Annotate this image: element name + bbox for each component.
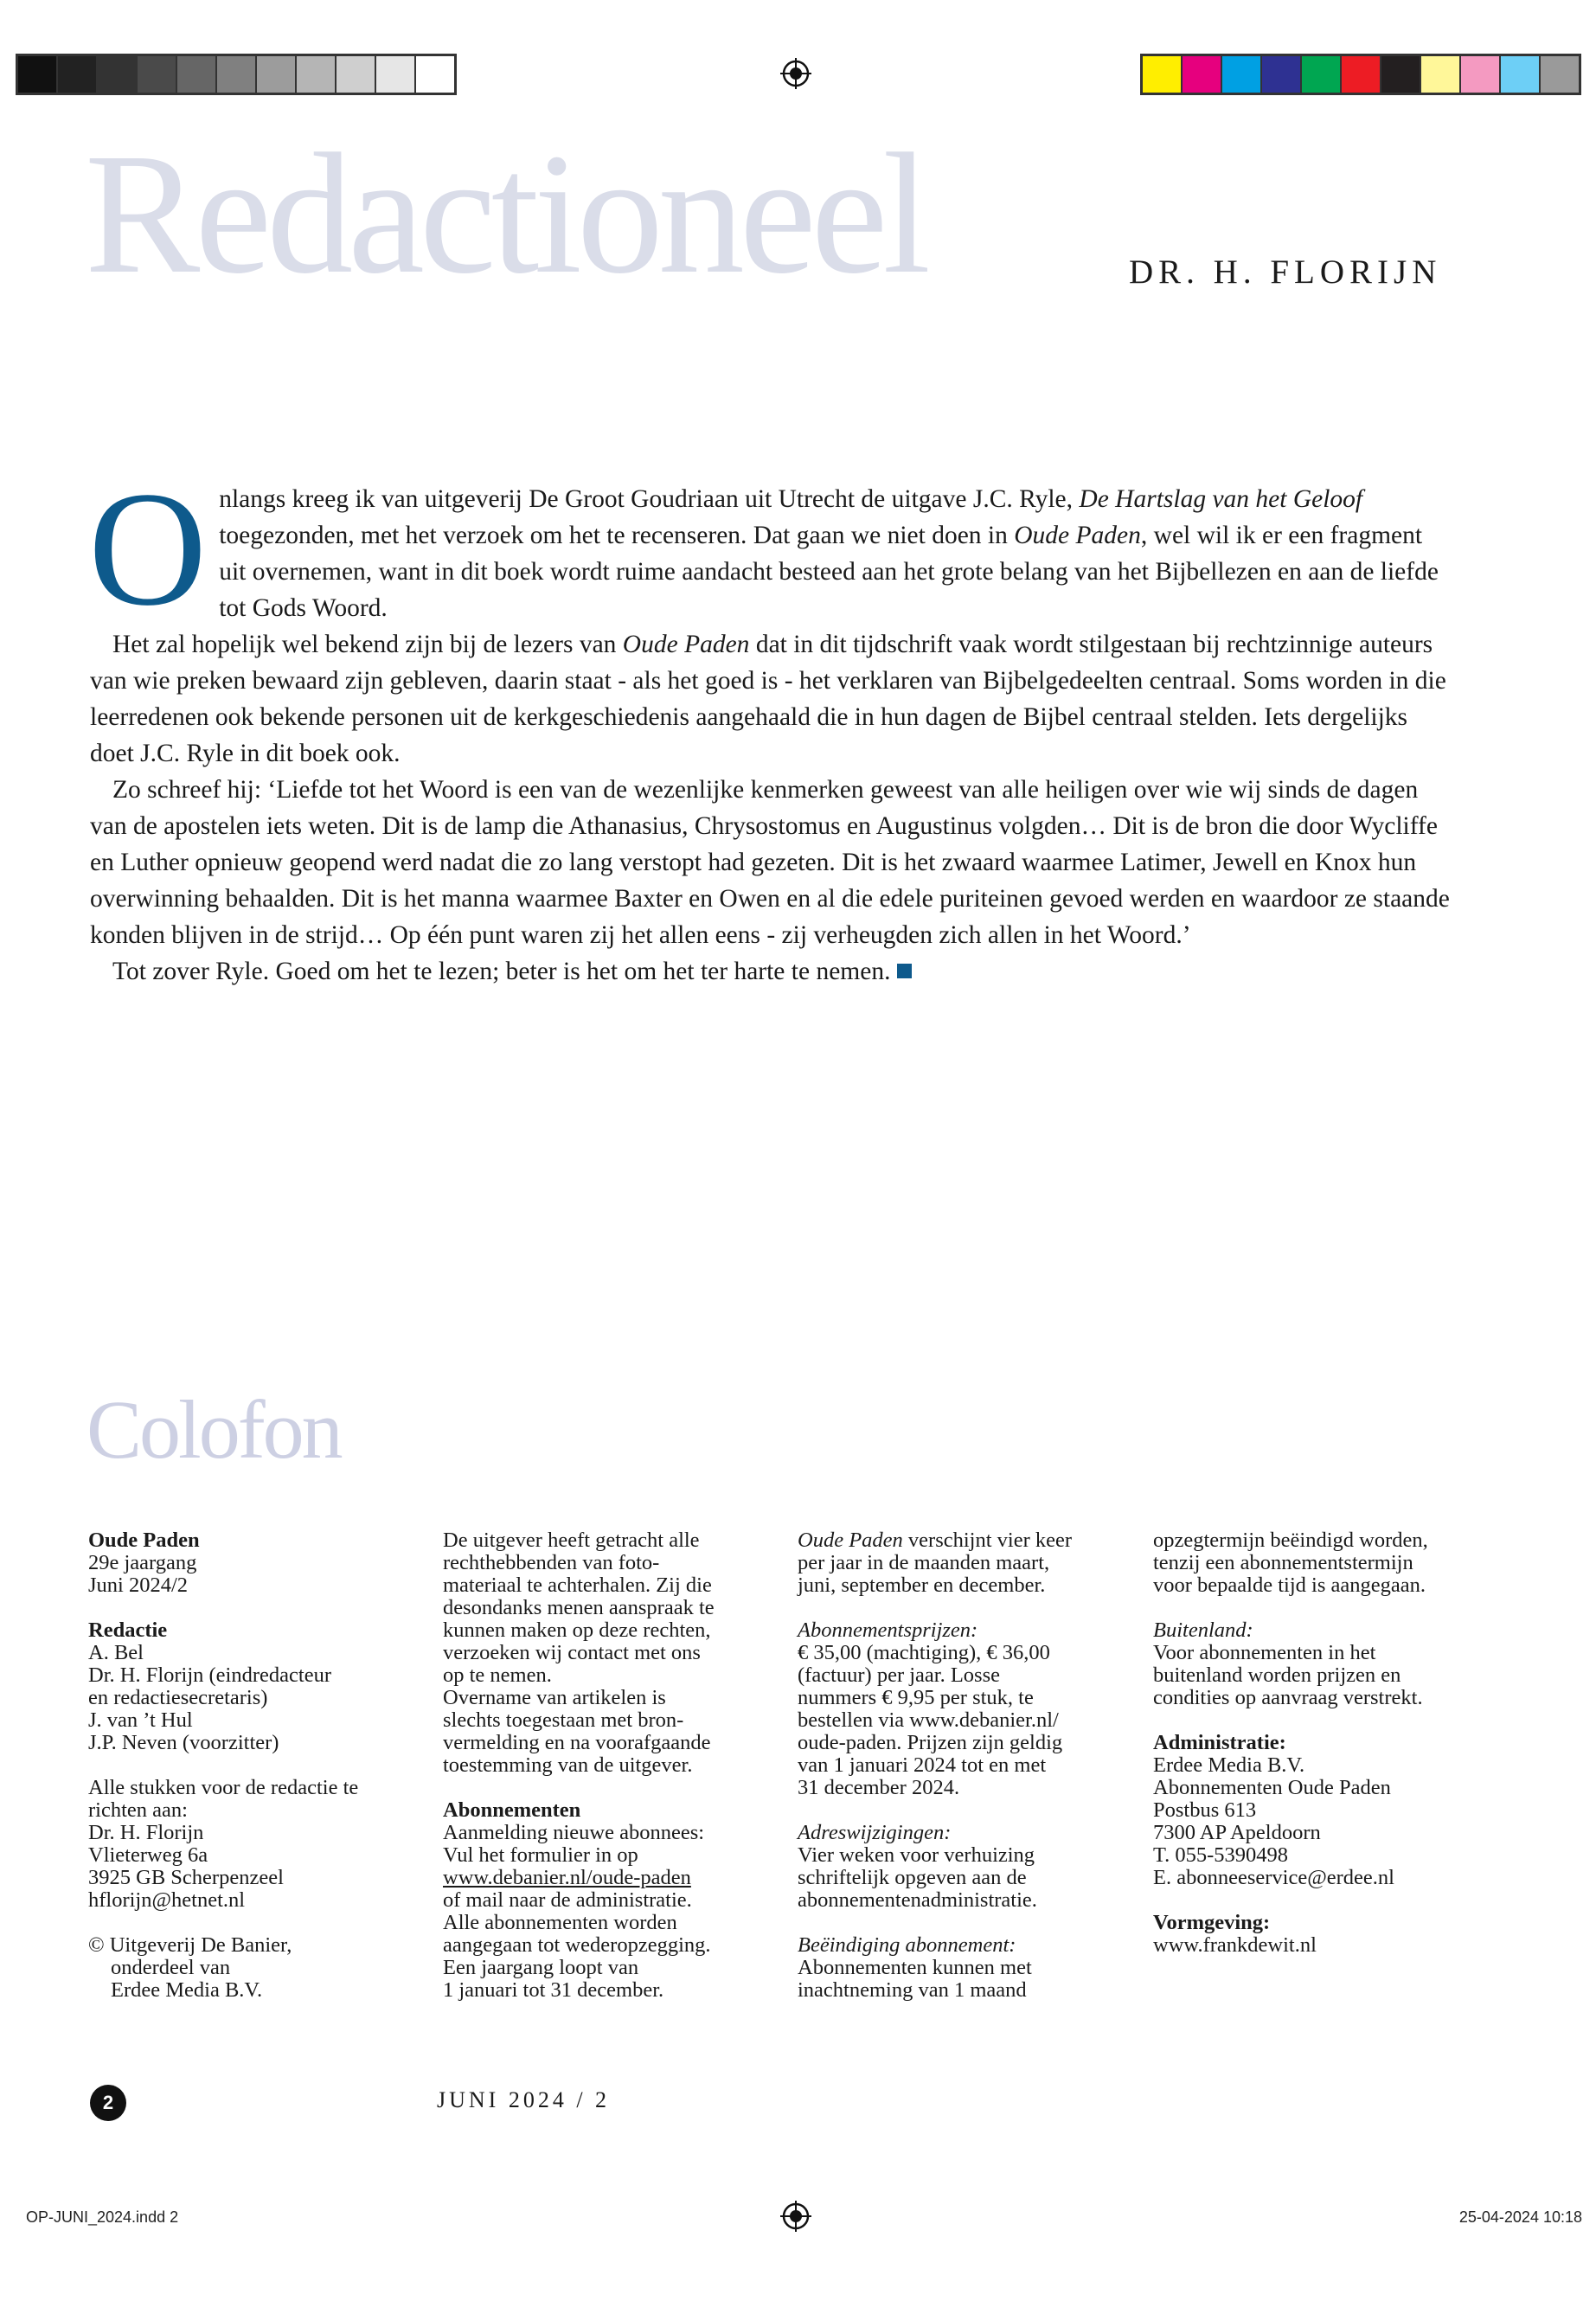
color-swatch <box>416 56 454 93</box>
text-line: J. van ’t Hul <box>88 1708 193 1732</box>
publication-name: Oude Paden <box>88 1529 200 1552</box>
address-change-heading: Adreswijzigingen: <box>798 1821 952 1844</box>
text-line: Postbus 613 <box>1153 1798 1257 1822</box>
text-line: Vul het formulier in op <box>443 1843 638 1867</box>
color-swatch <box>1222 56 1262 93</box>
text-line: A. Bel <box>88 1641 144 1664</box>
text-line: Vier weken voor verhuizing <box>798 1843 1035 1867</box>
paragraph-4: Tot zover Ryle. Goed om het te lezen; beter is het om het ter harte te nemen. <box>90 953 1452 990</box>
color-swatch <box>257 56 297 93</box>
color-swatch <box>376 56 416 93</box>
text-line: 7300 AP Apeldoorn <box>1153 1821 1321 1844</box>
text-line: T. 055-5390498 <box>1153 1843 1289 1867</box>
color-swatch <box>1342 56 1381 93</box>
design-credit <box>1153 1934 1495 1957</box>
text-line: kunnen maken op deze rechten, <box>443 1618 711 1642</box>
color-swatch <box>18 56 58 93</box>
file-slug: OP-JUNI_2024.indd 2 <box>26 2208 179 2226</box>
page-number-badge: 2 <box>90 2085 126 2121</box>
text-line: of mail naar de administratie. <box>443 1888 692 1912</box>
text-line: Aanmelding nieuwe abonnees: <box>443 1821 705 1844</box>
abonnementen-text <box>443 1822 785 1867</box>
text-line: oude-paden. Prijzen zijn geldig <box>798 1731 1063 1754</box>
registration-mark-bottom-icon <box>780 2201 811 2232</box>
abonnementen-text-continued <box>443 1889 785 2002</box>
address-change-text <box>798 1844 1139 1912</box>
colofon-column-4 <box>1153 1529 1495 1979</box>
text-line: op te nemen. <box>443 1663 552 1687</box>
text-line: per jaar in de maanden maart, <box>798 1551 1050 1574</box>
publication-info <box>88 1552 430 1597</box>
text-line: Vlieterweg 6a <box>88 1843 208 1867</box>
text-line: nummers € 9,95 per stuk, te <box>798 1686 1034 1709</box>
text-line: slechts toegestaan met bron- <box>443 1708 684 1732</box>
color-swatch <box>1461 56 1501 93</box>
text-line: condities op aanvraag verstrekt. <box>1153 1686 1423 1709</box>
text-line: buitenland worden prijzen en <box>1153 1663 1401 1687</box>
article-body <box>88 458 1452 990</box>
text-line: Erdee Media B.V. <box>111 1978 263 2002</box>
colofon-title: Colofon <box>87 1383 341 1476</box>
text-line: Overname van artikelen is <box>443 1686 666 1709</box>
design-heading: Vormgeving: <box>1153 1911 1271 1934</box>
text-line: juni, september en december. <box>798 1574 1046 1597</box>
text-line: Voor abonnementen in het <box>1153 1641 1376 1664</box>
color-swatch <box>1183 56 1222 93</box>
text-line: richten aan: <box>88 1798 188 1822</box>
color-swatch <box>1262 56 1302 93</box>
subscription-link[interactable]: www.debanier.nl/oude-paden <box>443 1866 691 1889</box>
text-line: Juni 2024/2 <box>88 1574 189 1597</box>
termination-heading: Beëindiging abonnement: <box>798 1933 1016 1957</box>
drop-cap: O <box>88 458 208 640</box>
text-line: toestemming van de uitgever. <box>443 1753 693 1777</box>
colofon-column-3 <box>798 1529 1139 2024</box>
redactie-heading: Redactie <box>88 1618 168 1642</box>
text-line: bestellen via www.debanier.nl/ <box>798 1708 1059 1732</box>
abonnementen-heading: Abonnementen <box>443 1798 581 1822</box>
text-line: J.P. Neven (voorzitter) <box>88 1731 279 1754</box>
text-line: Een jaargang loopt van <box>443 1956 639 1979</box>
text-line: www.frankdewit.nl <box>1153 1933 1317 1957</box>
color-swatch <box>1381 56 1421 93</box>
registration-mark-top-icon <box>780 58 811 89</box>
color-swatch <box>98 56 138 93</box>
text-line: verzoeken wij contact met ons <box>443 1641 701 1664</box>
colofon-column-2 <box>443 1529 785 2024</box>
text-line: voor bepaalde tijd is aangegaan. <box>1153 1574 1426 1597</box>
text-line: 1 januari tot 31 december. <box>443 1978 664 2002</box>
copyright-publisher <box>88 1957 430 2002</box>
color-swatch <box>1143 56 1183 93</box>
text-line: Dr. H. Florijn (eindredacteur <box>88 1663 331 1687</box>
text-line: rechthebbenden van foto- <box>443 1551 660 1574</box>
termination-text-continued <box>1153 1529 1495 1597</box>
termination-text <box>798 1957 1139 2002</box>
colofon-column-1 <box>88 1529 430 2024</box>
text-line: Alle stukken voor de redactie te <box>88 1776 359 1799</box>
paragraph-1: Onlangs kreeg ik van uitgeverij De Groot Goudriaan uit Utrecht de uitgave J.C. Ryle, De Hartslag van het Geloof toegezonden, met het verzoek om het te recenseren. Dat gaan we niet doen in Oude Paden, wel wil ik er een fragment uit overnemen, want in dit boek wordt ruime aandacht besteed aan het grote belang van het Bijbellezen en aan de liefde tot Gods Woord. <box>88 458 1439 640</box>
prices-text <box>798 1642 1139 1799</box>
page-title: Redactioneel <box>85 119 926 310</box>
color-swatch <box>177 56 217 93</box>
text-line: De uitgever heeft getracht alle <box>443 1529 700 1552</box>
text-line: 3925 GB Scherpenzeel <box>88 1866 284 1889</box>
color-swatch <box>58 56 98 93</box>
timestamp: 25-04-2024 10:18 <box>1458 2208 1582 2226</box>
text-line: desondanks menen aanspraak te <box>443 1596 715 1619</box>
rights-notice <box>443 1529 785 1777</box>
end-mark-icon <box>897 964 912 978</box>
abroad-heading: Buitenland: <box>1153 1618 1253 1642</box>
administration-address <box>1153 1754 1495 1889</box>
text-line: E. abonneeservice@erdee.nl <box>1153 1866 1394 1889</box>
author-name: DR. H. FLORIJN <box>1129 253 1442 291</box>
abroad-text <box>1153 1642 1495 1709</box>
text-line: 31 december 2024. <box>798 1776 960 1799</box>
color-swatch <box>1421 56 1461 93</box>
administration-heading: Administratie: <box>1153 1731 1286 1754</box>
issue-label: JUNI 2024 / 2 <box>437 2087 611 2112</box>
color-swatch <box>1501 56 1541 93</box>
text-line: Abonnementen Oude Paden <box>1153 1776 1391 1799</box>
text-line: hflorijn@hetnet.nl <box>88 1888 246 1912</box>
frequency-line: Oude Paden verschijnt vier keer <box>798 1529 1073 1552</box>
text-line: Abonnementen kunnen met <box>798 1956 1032 1979</box>
text-line: (factuur) per jaar. Losse <box>798 1663 1000 1687</box>
text-line: aangegaan tot wederopzegging. <box>443 1933 711 1957</box>
color-swatch <box>1541 56 1579 93</box>
prices-heading: Abonnementsprijzen: <box>798 1618 978 1642</box>
text-line: € 35,00 (machtiging), € 36,00 <box>798 1641 1050 1664</box>
redactie-members <box>88 1642 430 1754</box>
color-swatch <box>337 56 376 93</box>
text-line: vermelding en na voorafgaande <box>443 1731 711 1754</box>
text-line: 29e jaargang <box>88 1551 197 1574</box>
grayscale-bar <box>16 54 457 95</box>
color-bar <box>1140 54 1581 95</box>
text-line: van 1 januari 2024 tot en met <box>798 1753 1047 1777</box>
color-swatch <box>138 56 177 93</box>
text-line: en redactiesecretaris) <box>88 1686 268 1709</box>
text-line: abonnementenadministratie. <box>798 1888 1037 1912</box>
text-line: schriftelijk opgeven aan de <box>798 1866 1027 1889</box>
redactie-address <box>88 1777 430 1912</box>
color-swatch <box>1302 56 1342 93</box>
text-line: onderdeel van <box>111 1956 231 1979</box>
text-line: Erdee Media B.V. <box>1153 1753 1305 1777</box>
copyright-line: © Uitgeverij De Banier, <box>88 1933 292 1957</box>
color-swatch <box>217 56 257 93</box>
text-line: materiaal te achterhalen. Zij die <box>443 1574 712 1597</box>
color-swatch <box>297 56 337 93</box>
text-line: opzegtermijn beëindigd worden, <box>1153 1529 1428 1552</box>
text-line: inachtneming van 1 maand <box>798 1978 1027 2002</box>
text-line: Alle abonnementen worden <box>443 1911 677 1934</box>
paragraph-3: Zo schreef hij: ‘Liefde tot het Woord is een van de wezenlijke kenmerken geweest van alle heiligen over wie wij sinds de dagen van de apostelen iets weten. Dit is de lamp die Athanasius, Chrysostomus en Augustinus volgden… Dit is de bron die door Wycliffe en Luther opnieuw geopend werd nadat die zo lang verstopt had gezeten. Dit is het zwaard waarmee Latimer, Jewell en Knox hun overwinning behaalden. Dit is het manna waarmee Baxter en Owen en al die edele puriteinen gevoed werden en waardoor ze staande konden blijven in de strijd… Op één punt waren zij het allen eens - zij verheugden zich allen in het Woord.’ <box>90 776 1450 949</box>
frequency-text <box>798 1552 1139 1597</box>
text-line: tenzij een abonnementstermijn <box>1153 1551 1413 1574</box>
text-line: Dr. H. Florijn <box>88 1821 204 1844</box>
paragraph-2: Het zal hopelijk wel bekend zijn bij de lezers van Oude Paden dat in dit tijdschrift vaak wordt stilgestaan bij rechtzinnige auteurs van wie preken bewaard zijn gebleven, daarin staat - als het goed is - het verklaren van Bijbelgedeelten centraal. Soms worden in die leerredenen ook bekende personen uit de kerkgeschiedenis aangehaald die in hun dagen de Bijbel centraal stelden. Iets dergelijks doet J.C. Ryle in dit boek ook. <box>90 631 1446 767</box>
